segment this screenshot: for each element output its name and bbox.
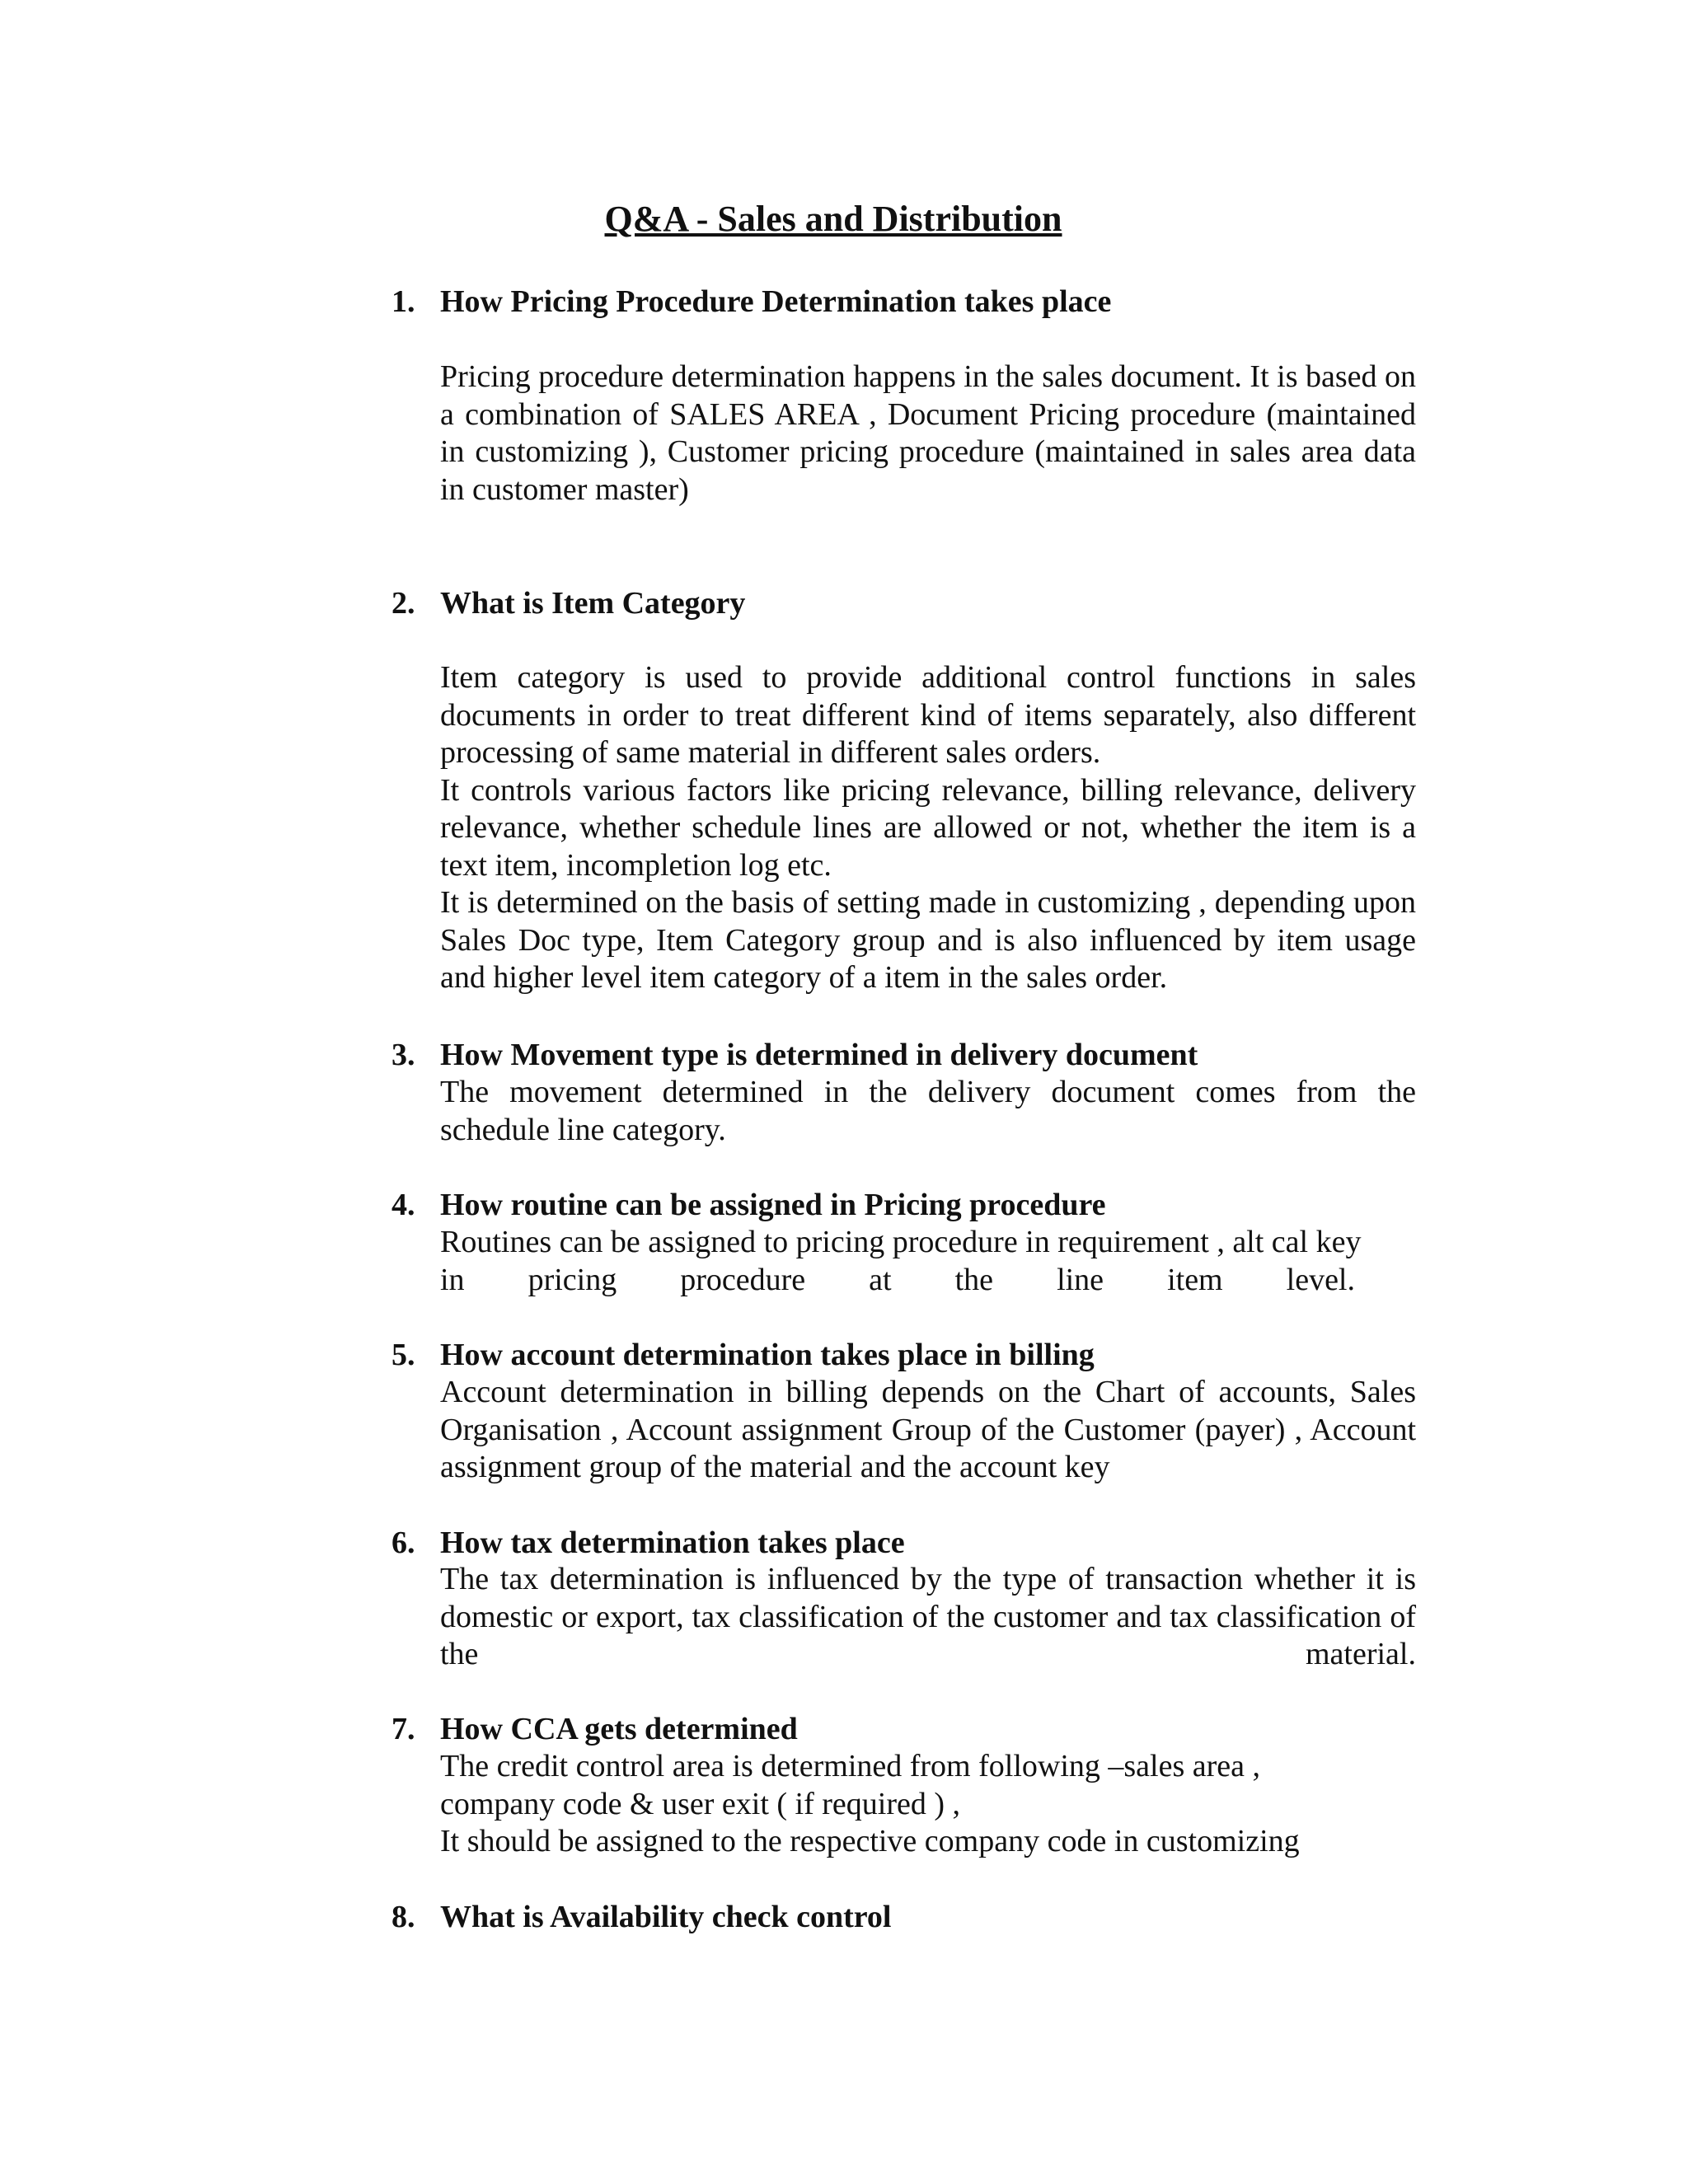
question-heading: How account determination takes place in billing — [440, 1338, 1095, 1372]
question-heading: How tax determination takes place — [440, 1526, 905, 1560]
question-number: 6. — [392, 1526, 415, 1560]
answer-paragraph: It controls various factors like pricing relevance, billing relevance, delivery relevance, whether schedule lines are allowed or not, whether the item is a text item, incompletion log etc. — [440, 772, 1416, 883]
question-number: 4. — [392, 1188, 415, 1222]
question-heading: How Movement type is determined in delivery document — [440, 1038, 1198, 1072]
answer-paragraph: company code & user exit ( if required ) , — [440, 1786, 960, 1821]
question-number: 2. — [392, 586, 415, 621]
answer-paragraph: in pricing procedure at the line item level. — [440, 1262, 1355, 1297]
answer-paragraph: It should be assigned to the respective company code in customizing — [440, 1824, 1300, 1858]
question-number: 5. — [392, 1338, 415, 1372]
question-heading: What is Item Category — [440, 586, 746, 621]
question-number: 3. — [392, 1038, 415, 1072]
question-number: 8. — [392, 1900, 415, 1934]
question-heading: How routine can be assigned in Pricing procedure — [440, 1188, 1106, 1222]
answer-paragraph: It is determined on the basis of setting made in customizing , depending upon Sales Doc type, Item Category group and is also influenced by item usage and higher level item category of a item in the sales order. — [440, 885, 1416, 995]
answer-text — [440, 1561, 1416, 1674]
page-title: Q&A - Sales and Distribution — [604, 199, 1062, 239]
answer-paragraph: The movement determined in the delivery document comes from the schedule line category. — [440, 1075, 1416, 1147]
answer-text — [440, 1374, 1416, 1487]
answer-text — [440, 359, 1416, 509]
question-number: 7. — [392, 1712, 415, 1746]
question-heading: What is Availability check control — [440, 1900, 892, 1934]
answer-text — [440, 1748, 1416, 1861]
answer-paragraph: Routines can be assigned to pricing procedure in requirement , alt cal key — [440, 1225, 1362, 1259]
answer-text — [440, 1074, 1416, 1149]
answer-paragraph: The tax determination is influenced by the type of transaction whether it is domestic or export, tax classification of the customer and tax classification of the material. — [440, 1562, 1416, 1671]
answer-paragraph: Account determination in billing depends on the Chart of accounts, Sales Organisation , Account assignment Group of the Customer (payer) , Account assignment group of the material and the account key — [440, 1375, 1416, 1484]
answer-text — [440, 1224, 1416, 1299]
answer-text — [440, 659, 1416, 997]
answer-paragraph: Pricing procedure determination happens in the sales document. It is based on a combination of SALES AREA , Document Pricing procedure (maintained in customizing ), Customer pricing procedure (maintained in sales area data in customer master) — [440, 359, 1417, 507]
answer-paragraph: The credit control area is determined from following –sales area , — [440, 1749, 1260, 1783]
question-heading: How CCA gets determined — [440, 1712, 798, 1746]
question-number: 1. — [392, 284, 415, 319]
answer-paragraph: Item category is used to provide additional control functions in sales documents in order to treat different kind of items separately, also different processing of same material in different sales orders. — [440, 660, 1416, 770]
question-heading: How Pricing Procedure Determination takes place — [440, 284, 1112, 319]
